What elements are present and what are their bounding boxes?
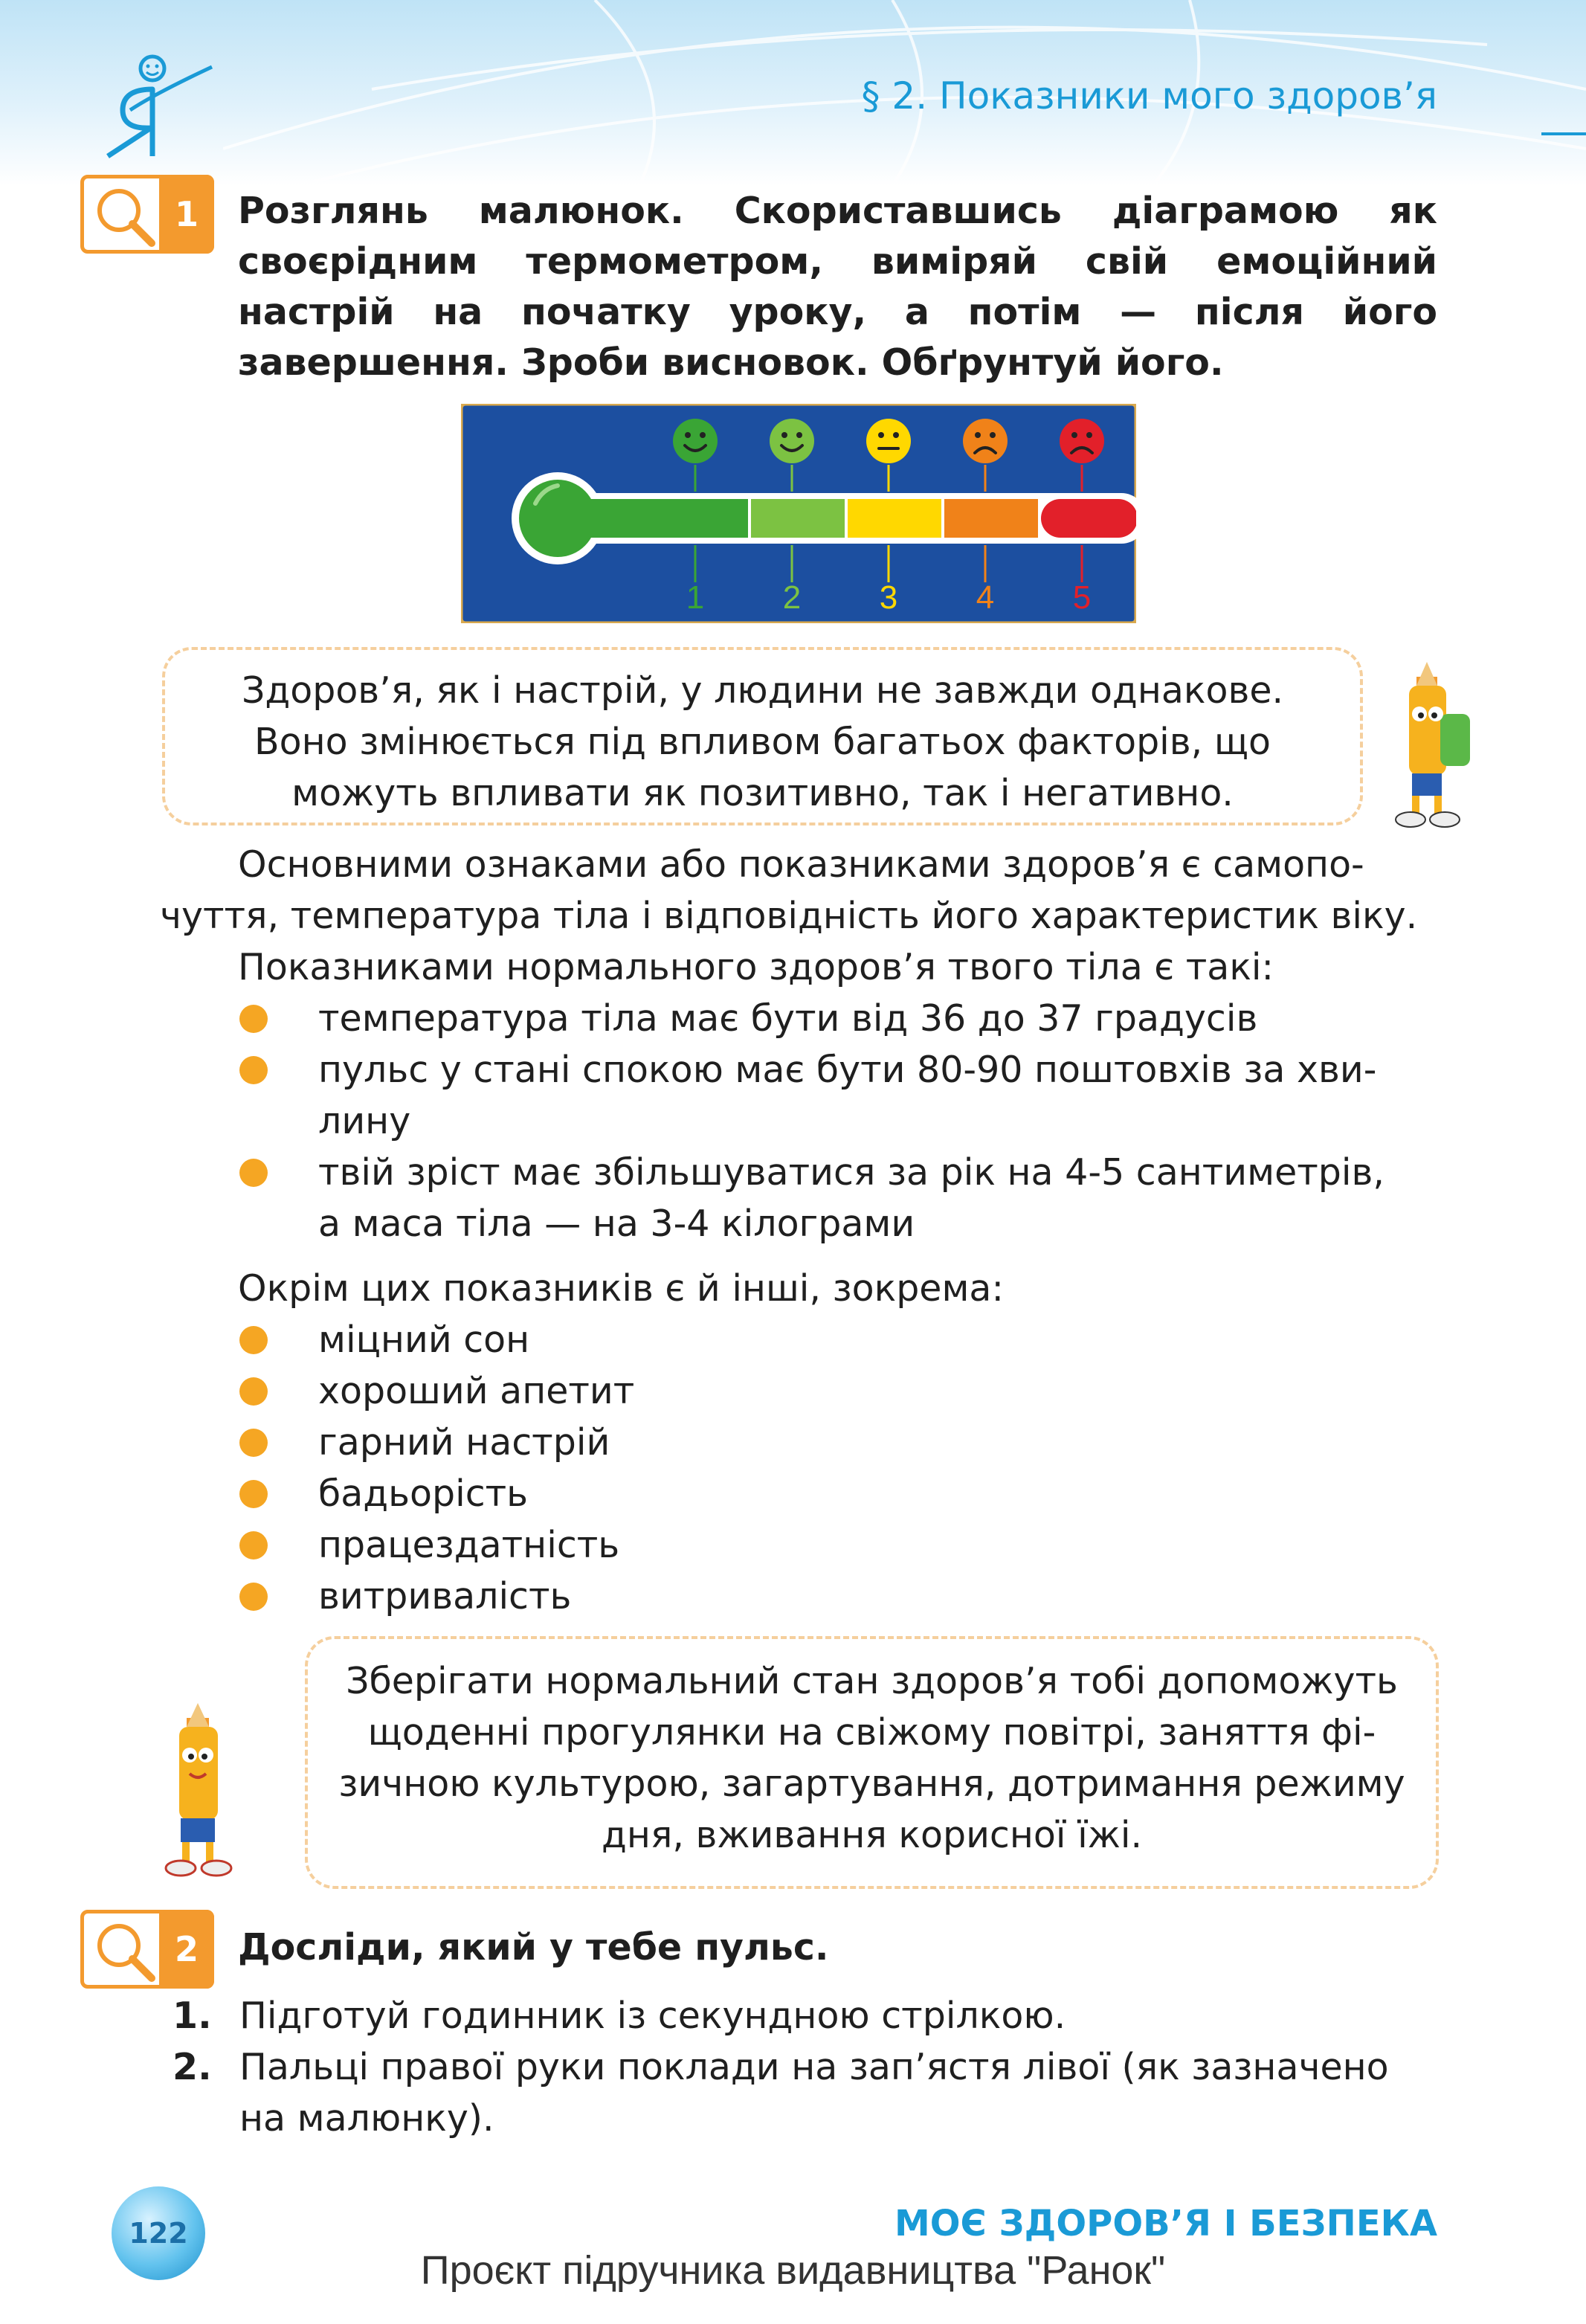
face-eye [990,432,996,438]
list-item [239,1571,1132,1622]
task-1-text: Розглянь малюнок. Скориставшись діаграмою як своєрідним термометром, виміряй свій емоційний настрій на початку уроку, а потім — після його завершення. Зроби висновок. Обґрунтуй його. [238,190,1437,384]
callout-line: Воно змінюється під впливом багатьох факторів, що [254,721,1271,763]
task-1-badge [80,175,214,257]
list-item [239,1365,1132,1417]
header-rule [1541,132,1586,135]
bullet-icon [239,1159,268,1187]
list-item [239,1417,1132,1468]
mood-face-neutral-icon [866,419,911,463]
indicators-list [239,993,1437,1249]
mood-face-happy-icon [673,419,718,463]
mood-face-sad-icon [1060,419,1104,463]
magnifier-icon [91,182,161,249]
list-item-text: витривалість [318,1575,572,1618]
list-item-text: лину [318,1100,411,1142]
step-item [173,2041,1437,2144]
callout-line: Здоров’я, як і настрій, у людини не завжди однакове. [241,669,1284,712]
scale-segment-4 [944,499,1038,538]
magnifier-icon [91,1917,161,1984]
ya-logo-icon [100,52,223,164]
paragraph-1-line-2: чуття, температура тіла і відповідність його характеристик віку. [160,895,1418,937]
face-eye [1071,432,1077,438]
list-item-text: твій зріст має збільшуватися за рік на 4-5 сантиметрів, [318,1151,1384,1194]
mood-face-sad-icon [963,419,1008,463]
task-2-text: Досліди, який у тебе пульс. [238,1926,829,1969]
step-number: 1. [173,1995,212,2037]
project-note: Проєкт підручника видавництва "Ранок" [420,2248,1166,2293]
callout-line: дня, вживання корисної їжі. [601,1814,1143,1856]
section-title: § 2. Показники мого здоров’я [861,74,1437,118]
callout-line: можуть впливати як позитивно, так і негативно. [291,772,1234,814]
list-item [239,1044,1437,1147]
scale-segment-2 [751,499,845,538]
other-indicators-list [239,1314,1132,1622]
bullet-icon [239,1056,268,1084]
note-callout-2 [305,1636,1439,1889]
paragraph-1-line-1: Основними ознаками або показниками здоров’я є самопо- [238,843,1364,886]
step-number: 2. [173,2046,212,2088]
bullet-icon [239,1326,268,1354]
scale-label: 2 [782,579,802,616]
list-item [239,1519,1132,1571]
book-title: МОЄ ЗДОРОВ’Я І БЕЗПЕКА [894,2203,1437,2244]
scale-label: 4 [976,579,995,616]
list-item-text: а маса тіла — на 3-4 кілограми [318,1203,915,1245]
bullet-icon [239,1480,268,1508]
list-item-text: міцний сон [318,1319,530,1361]
thermometer-neck [558,499,654,538]
scale-label: 3 [879,579,898,616]
face-eye [878,432,884,438]
list-item-text: пульс у стані спокою має бути 80-90 поштовхів за хви- [318,1049,1377,1091]
mood-face-happy-icon [770,419,814,463]
face-eye [781,432,787,438]
step-item [173,1990,1437,2041]
step-text: на малюнку). [239,2097,494,2140]
bullet-icon [239,1531,268,1559]
scale-label: 1 [686,579,705,616]
list-item-text: температура тіла має бути від 36 до 37 градусів [318,997,1258,1040]
list-item-text: працездатність [318,1524,620,1566]
face-eye [796,432,802,438]
face-eye [1086,432,1092,438]
mood-thermometer-chart [461,404,1136,623]
list-item-text: хороший апетит [318,1370,635,1412]
list-item-text: гарний настрій [318,1421,610,1464]
list-item [239,1147,1437,1249]
task-number: 1 [159,175,214,254]
callout-line: щоденні прогулянки на свіжому повітрі, заняття фі- [367,1711,1376,1754]
paragraph-2: Показниками нормального здоров’я твого тіла є такі: [238,946,1274,988]
task-number: 2 [159,1910,214,1989]
task-2-badge [80,1910,214,1992]
scale-label: 5 [1072,579,1092,616]
step-text: Пальці правої руки поклади на зап’ястя лівої (як зазначено [239,2046,1389,2088]
face-eye [893,432,899,438]
callout-line: Зберігати нормальний стан здоров’я тобі допоможуть [346,1660,1398,1702]
scale-segment-5 [1041,499,1136,538]
bullet-icon [239,1005,268,1033]
pencil-mascot-icon [1379,662,1476,829]
task-2-steps [173,1990,1437,2144]
face-eye [700,432,706,438]
note-callout-1 [162,647,1363,825]
paragraph-3: Окрім цих показників є й інші, зокрема: [238,1267,1004,1310]
scale-segment-1 [654,499,748,538]
list-item [239,1468,1132,1519]
callout-line: зичною культурою, загартування, дотримання режиму [338,1763,1405,1805]
bullet-icon [239,1377,268,1406]
pencil-mascot-icon [152,1703,249,1878]
step-text: Підготуй годинник із секундною стрілкою. [239,1995,1066,2037]
paragraph-1 [238,839,1437,890]
face-eye [685,432,691,438]
bullet-icon [239,1429,268,1457]
list-item [239,1314,1132,1365]
list-item-text: бадьорість [318,1472,529,1515]
page-number: 122 [112,2186,205,2280]
face-eye [975,432,981,438]
list-item [239,993,1437,1044]
scale-segment-3 [848,499,941,538]
bullet-icon [239,1583,268,1611]
